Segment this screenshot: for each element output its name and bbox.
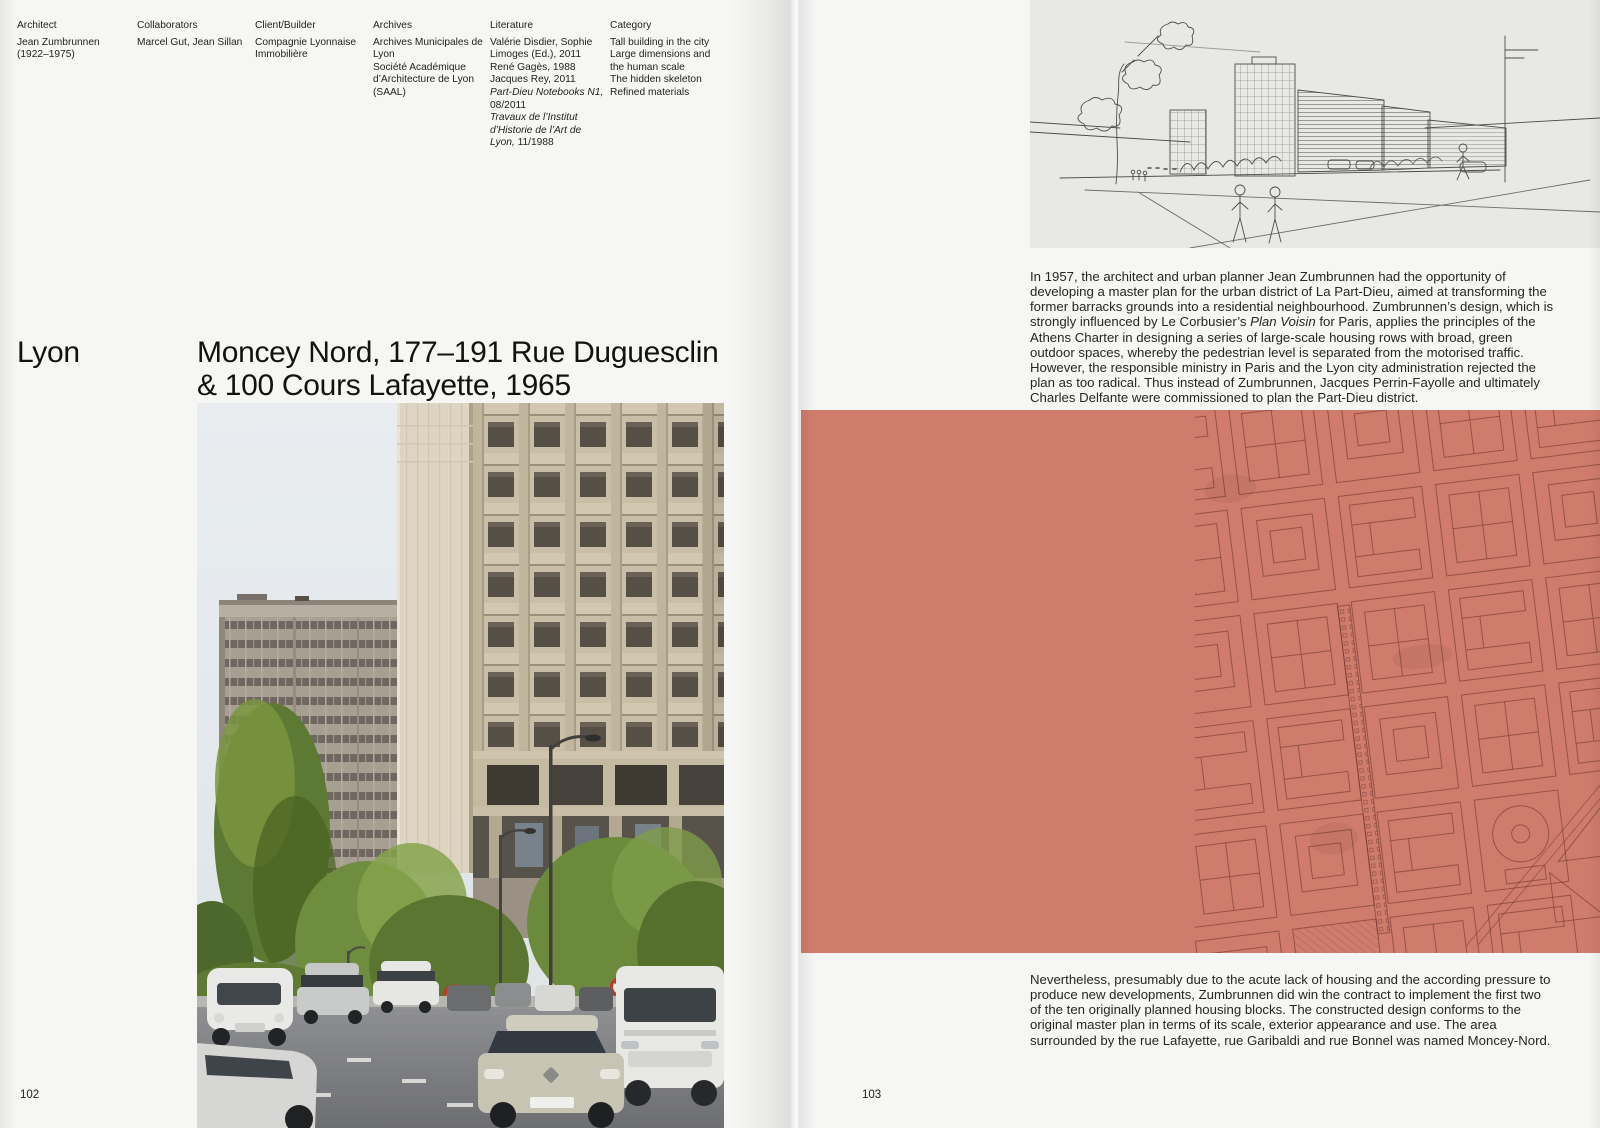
category-item: The hidden skeleton xyxy=(610,74,702,86)
meta-heading: Literature xyxy=(490,20,534,31)
literature-entry: Valérie Disdier, Sophie Limoges (Ed.), 2011 xyxy=(490,36,593,61)
body-paragraph-1 xyxy=(1030,269,1554,405)
near-tower-side-wall xyxy=(397,403,473,873)
car-grey-estate xyxy=(197,1043,317,1128)
city-plan-map-illustration xyxy=(1195,410,1600,953)
meta-value: Société Académique d’Architecture de Lyon (SAAL) xyxy=(373,61,474,98)
literature-entry: Part-Dieu Notebooks N1, 08/2011 xyxy=(490,86,604,111)
body-paragraph-2: Nevertheless, presumably due to the acute lack of housing and the according pressure to produce new developments, Zumbrunnen did win the contract to implement the first two of the ten originally planned housing blocks. The constructed design conforms to the original master plan in terms of its scale, exterior appearance and use. The area surrounded by the rue Lafayette, rue Garibaldi and rue Bonnel was named Moncey-Nord. xyxy=(1030,972,1551,1048)
meta-column-architect xyxy=(17,20,131,62)
meta-heading: Collaborators xyxy=(137,20,198,31)
meta-column-client-builder xyxy=(255,20,369,62)
meta-column-archives xyxy=(373,20,487,100)
meta-value: Archives Municipales de Lyon xyxy=(373,36,483,61)
project-title xyxy=(197,337,757,402)
paragraph-text: for Paris, applies the principles of the Athens Charter in designing a series of large-scale housing rows with broad, green outdoor spaces, whereby the pedestrian level is separated from the motorised traffic. However, the responsible ministry in Paris and the Lyon city administration rejected the plan as too radical. Thus instead of Zumbrunnen, Jacques Perrin-Fayolle and ultimately Charles Delfante were commissioned to plan the Part-Dieu district. xyxy=(1030,314,1540,405)
title-line-2: & 100 Cours Lafayette, 1965 xyxy=(197,368,571,402)
meta-heading: Category xyxy=(610,20,652,31)
meta-heading: Architect xyxy=(17,20,57,31)
perspective-sketch-illustration xyxy=(1030,0,1600,248)
meta-heading: Client/Builder xyxy=(255,20,316,31)
category-item: Refined materials xyxy=(610,86,690,98)
car-van-white xyxy=(616,966,724,1106)
title-line-1: Moncey Nord, 177–191 Rue Duguesclin xyxy=(197,336,719,369)
street-photo-illustration xyxy=(197,403,724,1128)
meta-heading: Archives xyxy=(373,20,413,31)
accent-color-block xyxy=(801,410,1600,953)
page-number-right: 103 xyxy=(862,1089,882,1101)
literature-entry: Travaux de l’Institut d’Historie de l’Art de Lyon, 11/1988 xyxy=(490,112,582,149)
meta-value: Jean Zumbrunnen (1922–1975) xyxy=(17,36,100,61)
meta-column-category xyxy=(610,20,724,100)
page-edge-left xyxy=(0,0,16,1128)
category-item: Large dimensions and the human scale xyxy=(610,49,711,73)
meta-column-literature xyxy=(490,20,604,150)
location-label: Lyon xyxy=(17,336,80,369)
literature-entry: René Gagès, 1988 xyxy=(490,61,576,73)
page-number-left: 102 xyxy=(20,1089,40,1101)
car-silver xyxy=(297,963,369,1024)
italic-term: Plan Voisin xyxy=(1250,314,1316,330)
paragraph-text: In 1957, the architect and urban planner Jean Zumbrunnen had the opportunity of developing a master plan for the urban district of La Part-Dieu, aimed at transforming the former barracks grounds into a residential neighbourhood. Zumbrunnen’s design, which is strongly influenced by Le Corbusier’s xyxy=(1030,269,1554,330)
meta-value: Marcel Gut, Jean Sillan xyxy=(137,36,243,48)
meta-value: Compagnie Lyonnaise Immobilière xyxy=(255,36,356,61)
literature-entry: Jacques Rey, 2011 xyxy=(490,74,576,86)
category-item: Tall building in the city xyxy=(610,36,710,48)
meta-column-collaborators xyxy=(137,20,251,49)
